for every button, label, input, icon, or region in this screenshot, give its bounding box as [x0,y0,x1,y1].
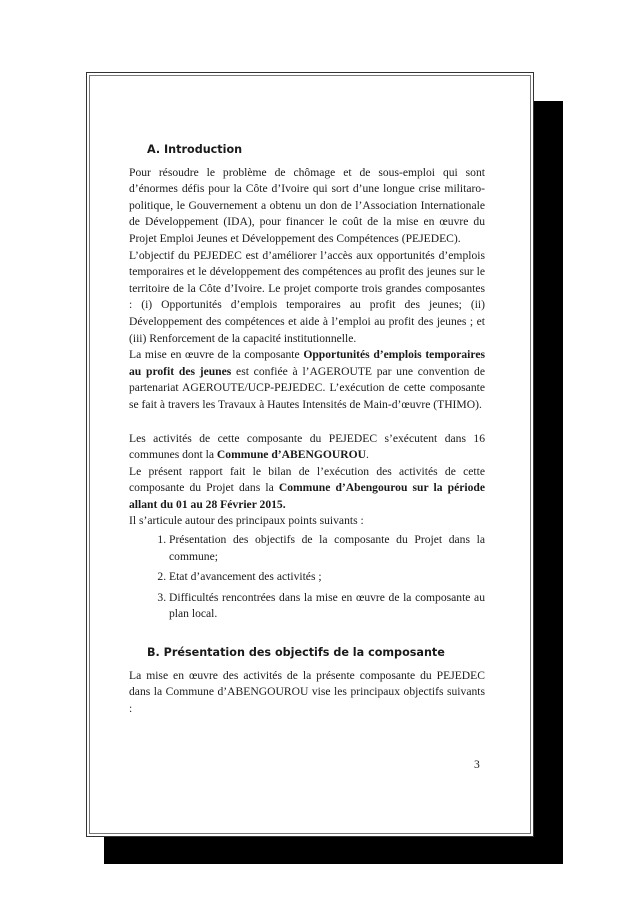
list-item: 2. Etat d’avancement des activités ; [169,569,485,586]
p4-text-2: . [366,448,369,462]
list-item: 1. Présentation des objectifs de la composante du Projet dans la commune; [169,532,485,565]
p3-bold-text: Opportunités d’emplois temporaires au profit des jeunes [129,348,485,378]
p3-text-2: est confiée à l’AGEROUTE par une convention de partenariat AGEROUTE/UCP-PEJEDEC. L’exécution de cette composante se fait à travers les Travaux à Hautes Intensités de Main-d’œuvre (THIMO). [129,364,485,411]
intro-paragraph-6: Il s’articule autour des principaux points suivants : [129,514,364,528]
page-number: 3 [474,758,480,771]
section-a-heading: A. Introduction [147,143,243,156]
intro-paragraph-5 [129,464,485,514]
p4-text-1: Les activités de cette composante du PEJEDEC s’exécutent dans 16 communes dont la [129,431,485,462]
p5-text-1: Le présent rapport fait le bilan de l’exécution des activités de cette composante du Projet dans la [129,464,485,495]
p3-text-1: La mise en œuvre de la composante [129,348,304,362]
intro-paragraph-4 [129,431,485,464]
p5-bold-text-1: Commune d’Abengourou [278,481,408,495]
intro-paragraph-3 [129,347,485,413]
section-b-heading: B. Présentation des objectifs de la composante [147,646,445,660]
p4-bold-text: Commune d’ABENGOUROU [216,448,367,462]
intro-paragraph-1: Pour résoudre le problème de chômage et de sous-emploi qui sont d’énormes défis pour la Côte d’Ivoire qui sort d’une longue crise militaro-politique, le Gouvernement a obtenu un don de l’Association Internationale de Développement (IDA), pour financer le coût de la mise en œuvre du Projet Emploi Jeunes et Développement des Compétences (PEJEDEC). [129,165,485,245]
p5-bold-text-2: sur la période allant du 01 au 28 Février 2015. [129,481,486,511]
document-body [129,142,485,717]
points-list [129,532,485,623]
list-item: 3. Difficultés rencontrées dans la mise en œuvre de la composante au plan local. [169,590,485,623]
section-b-paragraph-1: La mise en œuvre des activités de la présente composante du PEJEDEC dans la Commune d’ABENGOUROU vise les principaux objectifs suivants : [129,668,485,715]
intro-paragraph-2: L’objectif du PEJEDEC est d’améliorer l’accès aux opportunités d’emplois temporaires et le développement des compétences au profit des jeunes sur le territoire de la Côte d’Ivoire. Le projet comporte trois grandes composantes : (i) Opportunités d’emplois temporaires au profit des jeunes; (ii) Développement des compétences et aide à l’emploi au profit des jeunes ; et (iii) Renforcement de la capacité institutionnelle. [129,248,485,345]
